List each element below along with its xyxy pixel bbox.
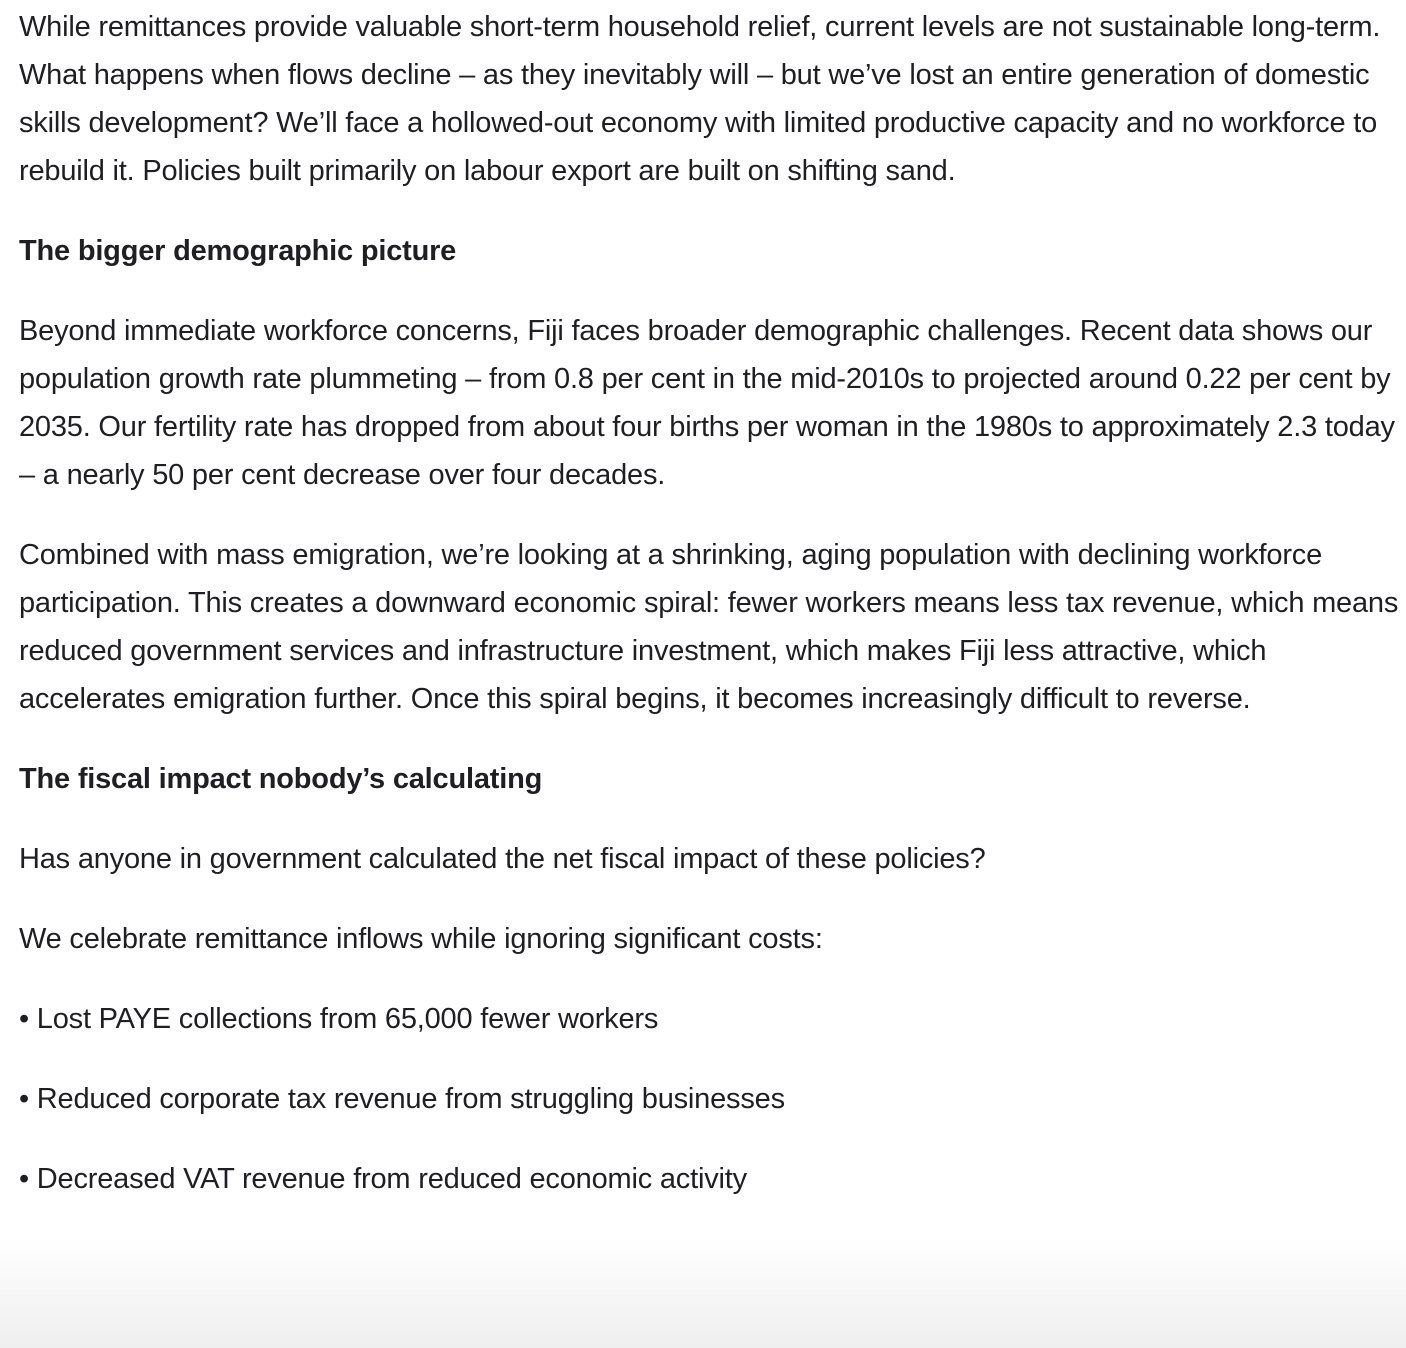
article-body [19,3,1399,1235]
paragraph-demographic-challenges: Beyond immediate workforce concerns, Fiji faces broader demographic challenges. Recent data shows our population growth rate plummeting – from 0.8 per cent in the mid-2010s to projected around 0.22 per cent by 2035. Our fertility rate has dropped from about four births per woman in the 1980s to approximately 2.3 today – a nearly 50 per cent decrease over four decades. [19,315,1395,491]
paragraph-remittances: While remittances provide valuable short-term household relief, current levels are not sustainable long-term. What happens when flows decline – as they inevitably will – but we’ve lost an entire generation of domestic skills development? We’ll face a hollowed-out economy with limited productive capacity and no workforce to rebuild it. Policies built primarily on labour export are built on shifting sand. [19,11,1381,187]
list-item: • Reduced corporate tax revenue from struggling businesses [19,1083,785,1115]
list-item: • Decreased VAT revenue from reduced economic activity [19,1163,747,1195]
paragraph-fiscal-question: Has anyone in government calculated the net fiscal impact of these policies? [19,843,986,875]
heading-fiscal-impact: The fiscal impact nobody’s calculating [19,763,543,795]
heading-demographic-picture: The bigger demographic picture [19,235,457,267]
list-item: • Lost PAYE collections from 65,000 fewer workers [19,1003,659,1035]
paragraph-economic-spiral: Combined with mass emigration, we’re looking at a shrinking, aging population with declining workforce participation. This creates a downward economic spiral: fewer workers means less tax revenue, which means reduced government services and infrastructure investment, which makes Fiji less attractive, which accelerates emigration further. Once this spiral begins, it becomes increasingly difficult to reverse. [19,539,1399,715]
bottom-fade-overlay [0,1238,1406,1348]
paragraph-costs-intro: We celebrate remittance inflows while ignoring significant costs: [19,923,823,955]
